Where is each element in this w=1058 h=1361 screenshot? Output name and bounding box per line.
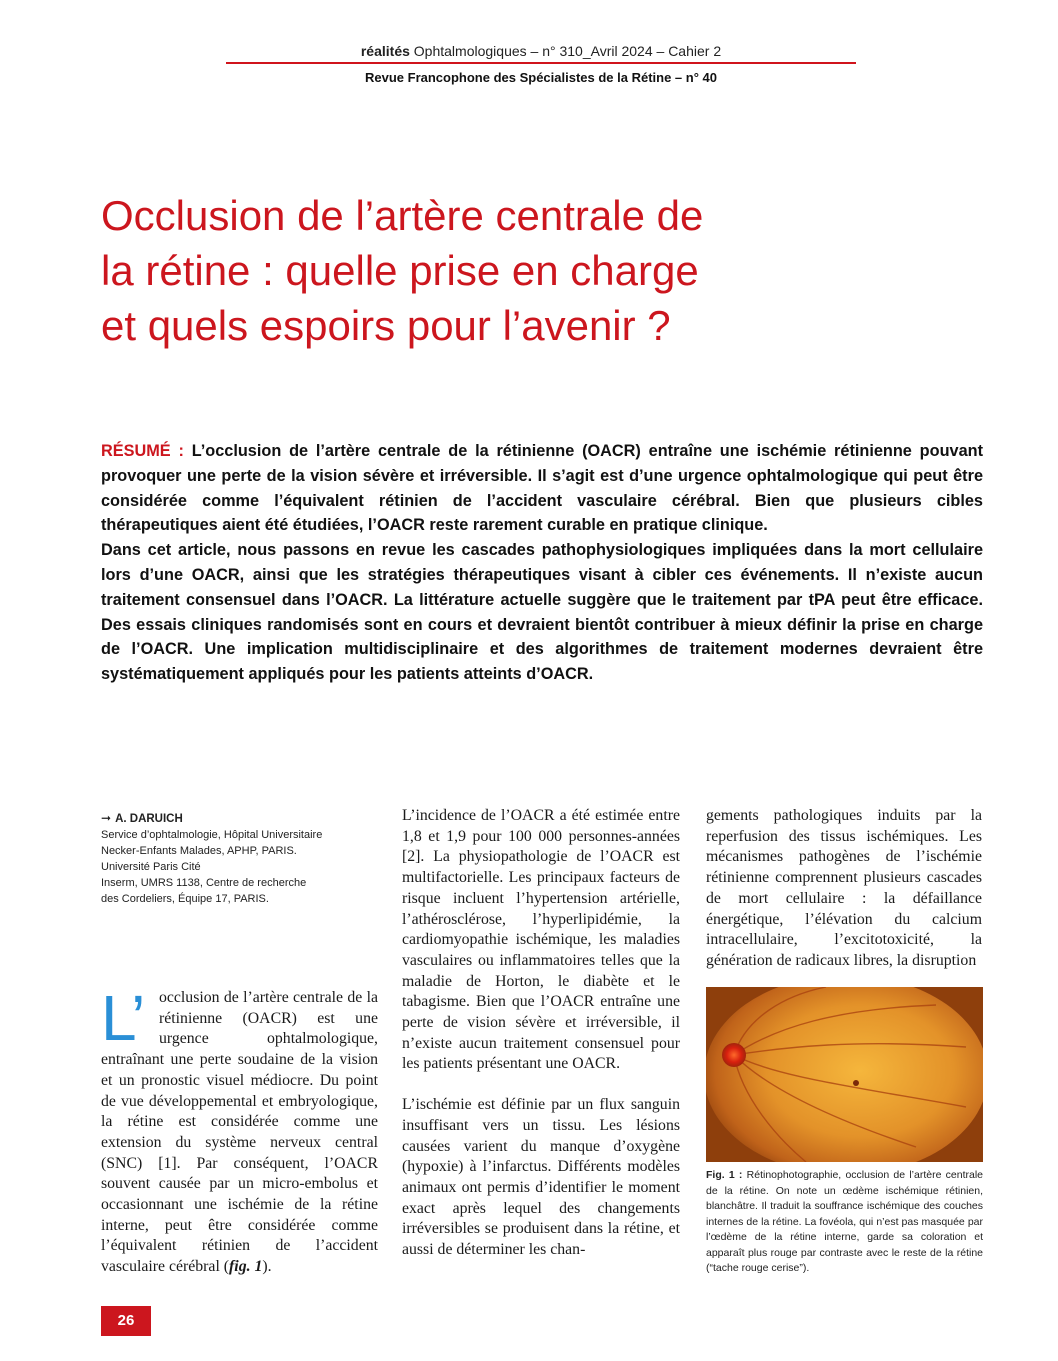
journal-line: [226, 42, 856, 60]
abstract-paragraph: Dans cet article, nous passons en revue les cascades pathophysiologiques impliquées dans la mort cellulaire lors d’une OACR, ainsi que les stratégies thérapeutiques visant à cibler ces événements. Il n’existe aucun traitement consensuel dans l’OACR. La littérature actuelle suggère que le traitement par tPA peut être efficace. Des essais cliniques randomisés sont en cours et devraient bientôt contribuer à mieux définir la prise en charge de l’OACR. Une implication multidisciplinaire et des algorithmes de traitement modernes devraient être systématiquement appliqués pour les patients atteints d’OACR.: [101, 541, 983, 684]
figure-reference[interactable]: fig. 1: [229, 1258, 263, 1276]
arrow-icon: ➞: [101, 811, 112, 825]
journal-brand: réalités: [360, 43, 410, 59]
affiliation-line: Service d’ophtalmologie, Hôpital Universitaire: [101, 829, 323, 841]
body-column-1: [101, 982, 378, 1278]
title-line: la rétine : quelle prise en charge: [101, 247, 699, 294]
affiliation-line: Necker-Enfants Malades, APHP, PARIS.: [101, 845, 297, 857]
journal-subtitle: Revue Francophone des Spécialistes de la Rétine – n° 40: [365, 70, 717, 85]
figure-caption: [706, 1168, 983, 1277]
body-paragraph: gements pathologiques induits par la reperfusion des tissus ischémiques. Les mécanismes pathogènes de l’ischémie rétinienne comprennent plusieurs cascades de mort cellulaire : la défaillance énergétique, l’élévation du calcium intracellulaire, l’excitotoxicité, la génération de radicaux libres, la disruption: [706, 807, 982, 969]
affiliation-line: des Cordeliers, Équipe 17, PARIS.: [101, 893, 269, 905]
author-name: A. DARUICH: [115, 813, 183, 825]
page-number: 26: [101, 1306, 151, 1336]
abstract-paragraph: [101, 439, 983, 538]
abstract-label: RÉSUMÉ :: [101, 442, 184, 460]
affiliation-line: Inserm, UMRS 1138, Centre de recherche: [101, 877, 307, 889]
abstract: [101, 439, 983, 687]
body-paragraph: L’ischémie est définie par un flux sanguin insuffisant vers un tissu. Les lésions causées varient du manque d’oxygène (hypoxie) à l’infarctus. Différents modèles animaux ont permis d’identifier le moment exact après lequel des changements irréversibles se produisent dans la rétine, et aussi de déterminer les chan-: [402, 1096, 680, 1259]
body-text-end: ).: [262, 1258, 272, 1276]
page-header: [226, 42, 856, 87]
body-column-2: [402, 806, 680, 1261]
body-text: occlusion de l’artère centrale de la rétinienne (OACR) est une urgence ophtalmologique, entraînant une perte soudaine de la vision et un pronostic visuel médiocre. Du point de vue développemental et embryologique, la rétine est considérée comme une extension du système nerveux central (SNC) [1]. Par conséquent, l’OACR souvent causée par un micro-embolus et occasionnant une ischémie de la rétine interne, peut être considérée comme l’équivalent rétinien de l’accident vasculaire cérébral (: [101, 989, 378, 1276]
drop-cap: L’: [101, 982, 144, 1054]
body-paragraph: L’incidence de l’OACR a été estimée entre 1,8 et 1,9 pour 100 000 personnes-années [2]. La physiopathologie de l’OACR est multifactorielle. Les principaux facteurs de risque incluent l’hypertension artérielle, l’athérosclérose, l’hyperlipidémie, la cardiomyopathie ischémique, les maladies vasculaires ou inflammatoires telles que la maladie de Horton, le diabète et le tabagisme. Bien que l’OACR entraîne une perte de vision sévère et irréversible, il n’existe aucun traitement consensuel pour les patients présentant une OACR.: [402, 807, 680, 1073]
title-line: Occlusion de l’artère centrale de: [101, 192, 704, 239]
body-column-3: [706, 806, 982, 972]
figure-caption-label: Fig. 1 :: [706, 1169, 743, 1181]
abstract-text: L’occlusion de l’artère centrale de la rétinienne (OACR) entraîne une ischémie rétinienne pouvant provoquer une perte de la vision sévère et irréversible. Il s’agit est d’une urgence ophtalmologique qui peut être considérée comme l’équivalent rétinien de l’accident vasculaire cérébral. Bien que plusieurs cibles thérapeutiques aient été étudiées, l’OACR reste rarement curable en pratique clinique.: [101, 442, 983, 535]
retinal-photograph: [706, 987, 983, 1162]
article-title: [101, 188, 861, 353]
journal-issue: Ophtalmologiques – n° 310_Avril 2024 – Cahier 2: [409, 43, 722, 59]
title-line: et quels espoirs pour l’avenir ?: [101, 302, 671, 349]
affiliation-line: Université Paris Cité: [101, 861, 201, 873]
figure-caption-text: Rétinophotographie, occlusion de l’artère centrale de la rétine. On note un œdème ischémique rétinien, blanchâtre. Il traduit la souffrance ischémique des couches internes de la rétine. La fovéola, qui n’est pas masquée par l’œdème de la rétine interne, garde sa coloration et apparaît plus rouge par contraste avec le reste de la rétine (“tache rouge cerise”).: [706, 1169, 983, 1274]
author-block: [101, 810, 381, 907]
fundus-image: [706, 987, 983, 1162]
header-rule: [226, 62, 856, 64]
